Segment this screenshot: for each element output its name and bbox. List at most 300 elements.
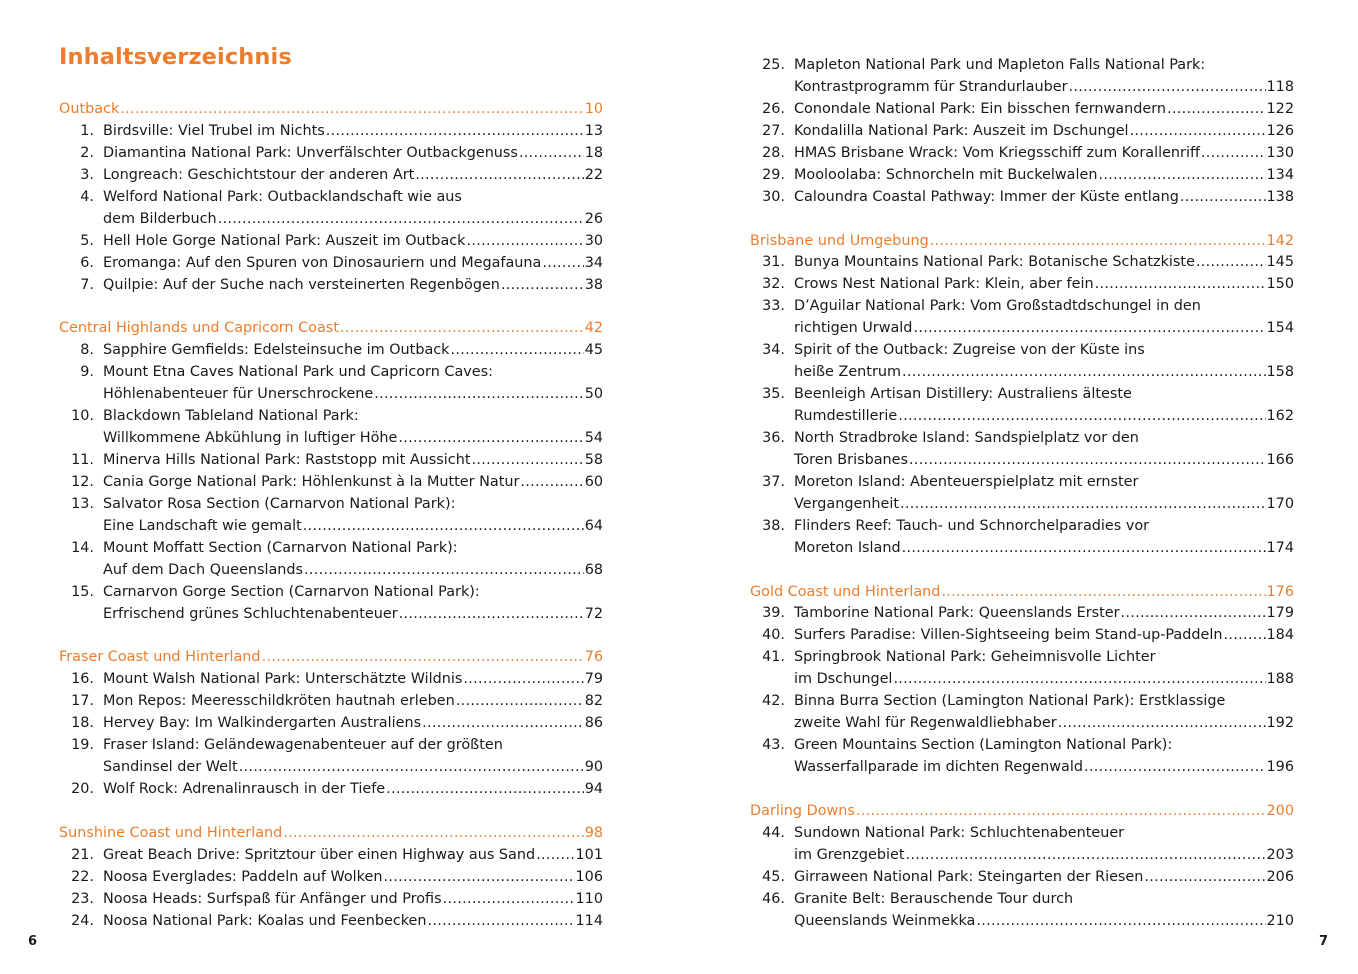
toc-entry-line[interactable] — [59, 757, 603, 779]
toc-entry-line[interactable] — [750, 274, 1294, 296]
entry-text: Minerva Hills National Park: Raststopp mit Aussicht — [103, 452, 471, 468]
entry-text: Queenslands Weinmekka — [794, 912, 976, 929]
entry-text: Mon Repos: Meeresschildkröten hautnah erleben — [103, 693, 455, 710]
leader-dots — [1095, 274, 1266, 296]
entry-text: Mount Walsh National Park: Unterschätzte Wildnis — [103, 671, 463, 688]
entry-number: 40. — [762, 627, 785, 644]
leader-dots — [120, 99, 583, 121]
toc-entry-line[interactable] — [59, 428, 603, 450]
entry-page: 79 — [584, 671, 603, 688]
section-heading[interactable] — [59, 99, 603, 121]
toc-entry-line[interactable] — [59, 209, 603, 231]
entry-text: Binna Burra Section (Lamington National Park): Erstklassige — [794, 693, 1226, 710]
entry-page: 45 — [584, 342, 603, 359]
toc-entry-line[interactable] — [59, 362, 603, 384]
entry-number: 17. — [71, 693, 94, 710]
toc-entry-line[interactable] — [59, 494, 603, 516]
entry-page: 179 — [1266, 605, 1294, 622]
leader-dots — [906, 845, 1266, 867]
entry-text: Noosa Heads: Surfspaß für Anfänger und Profis — [103, 890, 442, 907]
entry-text: im Grenzgebiet — [794, 846, 905, 863]
toc-entry-line[interactable] — [750, 823, 1294, 845]
toc-entry-line[interactable] — [750, 450, 1294, 472]
entry-text: D’Aguilar National Park: Vom Großstadtdschungel in den — [794, 298, 1201, 315]
entry-page: 90 — [584, 759, 603, 776]
section-page: 76 — [584, 649, 603, 666]
entry-text: Bunya Mountains National Park: Botanische Schatzkiste — [794, 254, 1195, 271]
toc-entry-line[interactable] — [750, 472, 1294, 494]
entry-number: 19. — [71, 737, 94, 754]
entry-number: 25. — [762, 57, 785, 73]
toc-entry-line[interactable] — [750, 757, 1294, 779]
entry-text: Vergangenheit — [794, 495, 900, 512]
entry-page: 50 — [584, 386, 603, 403]
leader-dots — [428, 911, 575, 933]
entry-text: Sapphire Gemfields: Edelsteinsuche im Outback — [103, 342, 450, 359]
entry-number: 28. — [762, 144, 785, 161]
entry-number: 14. — [71, 539, 94, 556]
entry-text: Fraser Island: Geländewagenabenteuer auf der größten — [103, 737, 503, 754]
section-heading[interactable] — [750, 582, 1294, 604]
entry-text: Wasserfallparade im dichten Regenwald — [794, 759, 1084, 775]
toc-entry-line[interactable] — [750, 318, 1294, 340]
leader-dots — [856, 801, 1266, 823]
toc-entry-line[interactable] — [750, 121, 1294, 143]
entry-text: Tamborine National Park: Queenslands Erster — [794, 605, 1120, 622]
entry-text: Willkommene Abkühlung in luftiger Höhe — [103, 430, 398, 447]
entry-page: 188 — [1266, 671, 1294, 688]
entry-page: 114 — [575, 912, 603, 929]
leader-dots — [902, 362, 1266, 384]
toc-entry-line[interactable] — [750, 165, 1294, 187]
entry-page: 210 — [1266, 912, 1294, 929]
entry-number: 10. — [71, 408, 94, 425]
toc-entry-line[interactable] — [59, 187, 603, 209]
entry-text: Hervey Bay: Im Walkindergarten Australiens — [103, 715, 422, 732]
section-title: Sunshine Coast und Hinterland — [59, 824, 283, 841]
entry-text: Eine Landschaft wie gemalt — [103, 517, 302, 534]
entry-text: Erfrischend grünes Schluchtenabenteuer — [103, 605, 398, 622]
toc-entry-line[interactable] — [59, 845, 603, 867]
entry-number: 38. — [762, 517, 785, 534]
section-title: Brisbane und Umgebung — [750, 232, 929, 249]
entry-page: 18 — [584, 144, 603, 161]
toc-entry-line[interactable] — [59, 735, 603, 757]
entry-text: Sandinsel der Welt — [103, 759, 238, 776]
entry-page: 138 — [1266, 188, 1294, 205]
leader-dots — [930, 231, 1266, 253]
entry-text: dem Bilderbuch — [103, 210, 217, 227]
leader-dots — [536, 845, 574, 867]
entry-number: 34. — [762, 342, 785, 359]
entry-text: im Dschungel — [794, 671, 893, 688]
entry-page: 162 — [1266, 408, 1294, 424]
entry-text: Beenleigh Artisan Distillery: Australiens älteste — [794, 386, 1132, 403]
entry-page: 22 — [584, 166, 603, 183]
entry-number: 44. — [762, 824, 785, 841]
entry-number: 39. — [762, 605, 785, 622]
entry-text: Eromanga: Auf den Spuren von Dinosauriern und Megafauna — [103, 254, 542, 271]
toc-entry-line[interactable] — [59, 669, 603, 691]
entry-number: 16. — [71, 671, 94, 688]
entry-number: 42. — [762, 693, 785, 710]
entry-page: 150 — [1266, 276, 1294, 293]
entry-number: 1. — [80, 122, 94, 139]
entry-page: 106 — [575, 868, 603, 885]
entry-page: 13 — [584, 122, 603, 139]
entry-page: 145 — [1266, 254, 1294, 271]
leader-dots — [893, 669, 1265, 691]
section-heading[interactable] — [59, 823, 603, 845]
toc-entry-line[interactable] — [59, 384, 603, 406]
entry-page: 174 — [1266, 539, 1294, 556]
leader-dots — [304, 560, 584, 582]
toc-entry-line[interactable] — [750, 362, 1294, 384]
section-page: 98 — [584, 824, 603, 841]
toc-entry-line[interactable] — [59, 121, 603, 143]
toc-entry-line[interactable] — [59, 450, 603, 472]
leader-dots — [898, 406, 1265, 428]
leader-dots — [501, 275, 584, 297]
toc-entry-line[interactable] — [750, 867, 1294, 889]
entry-number: 2. — [80, 144, 94, 161]
section-heading[interactable] — [59, 647, 603, 669]
leader-dots — [443, 889, 575, 911]
entry-number: 18. — [71, 715, 94, 732]
entry-number: 5. — [80, 232, 94, 249]
entry-text: Mount Moffatt Section (Carnarvon National Park): — [103, 539, 458, 556]
leader-dots — [262, 647, 584, 669]
entry-text: Flinders Reef: Tauch- und Schnorchelparadies vor — [794, 517, 1150, 534]
toc-entry-line[interactable] — [59, 253, 603, 275]
section-title: Gold Coast und Hinterland — [750, 583, 941, 600]
leader-dots — [976, 911, 1265, 933]
entry-text: Welford National Park: Outbacklandschaft wie aus — [103, 188, 462, 205]
leader-dots — [399, 604, 584, 626]
entry-page: 94 — [584, 781, 603, 798]
toc-entry-line[interactable] — [59, 560, 603, 582]
section-title: Fraser Coast und Hinterland — [59, 649, 261, 666]
section-gap — [750, 560, 1294, 582]
leader-dots — [1144, 867, 1265, 889]
section-gap — [750, 779, 1294, 801]
toc-entry-line[interactable] — [750, 691, 1294, 713]
entry-page: 64 — [584, 517, 603, 534]
entry-text: Surfers Paradise: Villen-Sightseeing beim Stand-up-Paddeln — [794, 627, 1223, 644]
entry-number: 29. — [762, 166, 785, 183]
toc-entry-line[interactable] — [750, 340, 1294, 362]
entry-page: 58 — [584, 452, 603, 468]
entry-text: Birdsville: Viel Trubel im Nichts — [103, 122, 325, 139]
toc-entry-line[interactable] — [750, 143, 1294, 165]
entry-page: 122 — [1266, 100, 1294, 117]
toc-entry-line[interactable] — [750, 889, 1294, 911]
leader-dots — [1058, 713, 1266, 735]
toc-entry-line[interactable] — [59, 582, 603, 604]
entry-page: 30 — [584, 232, 603, 249]
entry-number: 45. — [762, 868, 785, 885]
toc-entry-line[interactable] — [59, 275, 603, 297]
entry-text: Salvator Rosa Section (Carnarvon National Park): — [103, 495, 456, 512]
entry-page: 158 — [1266, 364, 1294, 381]
entry-number: 43. — [762, 737, 785, 754]
toc-entry-line[interactable] — [59, 472, 603, 494]
entry-text: Blackdown Tableland National Park: — [103, 408, 359, 425]
entry-number: 7. — [80, 276, 94, 293]
toc-entry-line[interactable] — [750, 252, 1294, 274]
leader-dots — [1167, 99, 1266, 121]
entry-number: 22. — [71, 868, 94, 885]
entry-number: 3. — [80, 166, 94, 183]
section-page: 200 — [1266, 802, 1294, 819]
toc-entry-line[interactable] — [59, 889, 603, 911]
entry-page: 196 — [1266, 759, 1294, 775]
section-page: 142 — [1266, 232, 1294, 249]
section-gap — [59, 296, 603, 318]
entry-text: Rumdestillerie — [794, 408, 898, 424]
entry-text: Höhlenabenteuer für Unerschrockene — [103, 386, 374, 403]
section-page: 42 — [584, 320, 603, 337]
leader-dots — [941, 582, 1265, 604]
toc-entry-line[interactable] — [59, 143, 603, 165]
toc-entry-line[interactable] — [59, 911, 603, 933]
leader-dots — [422, 713, 584, 735]
entry-page: 130 — [1266, 144, 1294, 161]
entry-text: Sundown National Park: Schluchtenabenteuer — [794, 824, 1125, 841]
toc-entry-line[interactable] — [750, 55, 1294, 77]
leader-dots — [383, 867, 574, 889]
entry-number: 6. — [80, 254, 94, 271]
entry-page: 82 — [584, 693, 603, 710]
section-title: Outback — [59, 101, 120, 117]
entry-page: 38 — [584, 276, 603, 293]
entry-text: Diamantina National Park: Unverfälschter Outbackgenuss — [103, 144, 518, 161]
entry-number: 23. — [71, 890, 94, 907]
leader-dots — [239, 757, 584, 779]
toc-entry-line[interactable] — [750, 845, 1294, 867]
entry-text: heiße Zentrum — [794, 364, 901, 381]
leader-dots — [913, 318, 1265, 340]
entry-page: 166 — [1266, 451, 1294, 468]
entry-number: 31. — [762, 254, 785, 271]
leader-dots — [463, 669, 583, 691]
leader-dots — [1201, 143, 1266, 165]
entry-page: 34 — [584, 254, 603, 271]
entry-text: richtigen Urwald — [794, 320, 913, 337]
entry-text: North Stradbroke Island: Sandspielplatz vor den — [794, 429, 1139, 446]
section-gap — [750, 209, 1294, 231]
leader-dots — [1180, 187, 1266, 209]
entry-text: Great Beach Drive: Spritztour über einen Highway aus Sand — [103, 846, 536, 863]
entry-number: 21. — [71, 846, 94, 863]
entry-number: 30. — [762, 188, 785, 205]
entry-page: 68 — [584, 561, 603, 578]
toc-entry-line[interactable] — [750, 538, 1294, 560]
entry-page: 54 — [584, 430, 603, 447]
section-page: 10 — [584, 101, 603, 117]
leader-dots — [451, 340, 584, 362]
entry-page: 184 — [1266, 627, 1294, 644]
section-heading[interactable] — [750, 801, 1294, 823]
entry-text: Kondalilla National Park: Auszeit im Dschungel — [794, 122, 1129, 139]
entry-text: Moreton Island — [794, 539, 901, 556]
toc-entry-line[interactable] — [750, 647, 1294, 669]
toc-entry-line[interactable] — [59, 691, 603, 713]
entry-text: Quilpie: Auf der Suche nach versteinerten Regenbögen — [103, 276, 500, 293]
toc-list-left — [59, 99, 603, 933]
leader-dots — [519, 143, 584, 165]
entry-text: Springbrook National Park: Geheimnisvolle Lichter — [794, 649, 1156, 666]
leader-dots — [283, 823, 583, 845]
entry-number: 41. — [762, 649, 785, 666]
entry-text: Granite Belt: Berauschende Tour durch — [794, 890, 1074, 907]
entry-page: 134 — [1266, 166, 1294, 183]
entry-text: Moreton Island: Abenteuerspielplatz mit ernster — [794, 473, 1139, 490]
leader-dots — [1098, 165, 1265, 187]
section-gap — [59, 801, 603, 823]
page-number-right: 7 — [1319, 934, 1329, 949]
leader-dots — [520, 472, 583, 494]
entry-number: 11. — [71, 452, 94, 468]
leader-dots — [374, 384, 583, 406]
entry-number: 15. — [71, 583, 94, 600]
entry-number: 37. — [762, 473, 785, 490]
leader-dots — [1121, 603, 1266, 625]
section-heading[interactable] — [59, 318, 603, 340]
entry-text: Noosa National Park: Koalas und Feenbecken — [103, 912, 427, 929]
entry-number: 4. — [80, 188, 94, 205]
entry-number: 32. — [762, 276, 785, 293]
entry-number: 9. — [80, 364, 94, 381]
entry-text: Wolf Rock: Adrenalinrausch in der Tiefe — [103, 781, 386, 798]
leader-dots — [1130, 121, 1266, 143]
entry-text: Cania Gorge National Park: Höhlenkunst à la Mutter Natur — [103, 473, 520, 490]
toc-entry-line[interactable] — [750, 187, 1294, 209]
entry-number: 12. — [71, 473, 94, 490]
toc-entry-line[interactable] — [59, 538, 603, 560]
entry-text: Conondale National Park: Ein bisschen fernwandern — [794, 100, 1167, 117]
toc-entry-line[interactable] — [750, 516, 1294, 538]
entry-number: 27. — [762, 122, 785, 139]
entry-number: 35. — [762, 386, 785, 403]
leader-dots — [1084, 757, 1266, 779]
section-title: Central Highlands und Capricorn Coast — [59, 320, 339, 337]
page-number-left: 6 — [28, 934, 38, 949]
toc-entry-line[interactable] — [750, 603, 1294, 625]
toc-entry-line[interactable] — [59, 406, 603, 428]
toc-entry-line[interactable] — [59, 340, 603, 362]
section-heading[interactable] — [750, 231, 1294, 253]
toc-entry-line[interactable] — [59, 713, 603, 735]
leader-dots — [326, 121, 584, 143]
entry-page: 170 — [1266, 495, 1294, 512]
leader-dots — [386, 779, 584, 801]
entry-text: Carnarvon Gorge Section (Carnarvon National Park): — [103, 583, 480, 600]
entry-text: Green Mountains Section (Lamington National Park): — [794, 737, 1173, 754]
entry-text: Longreach: Geschichtstour der anderen Art — [103, 166, 415, 183]
entry-page: 60 — [584, 473, 603, 490]
leader-dots — [1196, 252, 1266, 274]
entry-number: 36. — [762, 429, 785, 446]
toc-entry-line[interactable] — [59, 867, 603, 889]
toc-entry-line[interactable] — [59, 779, 603, 801]
leader-dots — [902, 538, 1266, 560]
entry-page: 192 — [1266, 715, 1294, 732]
entry-number: 26. — [762, 100, 785, 117]
leader-dots — [900, 494, 1265, 516]
toc-entry-line[interactable] — [59, 604, 603, 626]
entry-page: 203 — [1266, 846, 1294, 863]
toc-entry-line[interactable] — [750, 428, 1294, 450]
toc-entry-line[interactable] — [59, 516, 603, 538]
toc-entry-line[interactable] — [59, 231, 603, 253]
entry-text: Girraween National Park: Steingarten der Riesen — [794, 868, 1144, 885]
section-gap — [59, 626, 603, 648]
leader-dots — [1224, 625, 1266, 647]
toc-entry-line[interactable] — [750, 406, 1294, 428]
right-page — [679, 0, 1358, 974]
toc-list-right — [750, 55, 1294, 933]
entry-text: Mount Etna Caves National Park und Capricorn Caves: — [103, 364, 493, 381]
entry-text: Crows Nest National Park: Klein, aber fein — [794, 276, 1094, 293]
entry-page: 72 — [584, 605, 603, 622]
leader-dots — [218, 209, 584, 231]
entry-text: zweite Wahl für Regenwaldliebhaber — [794, 715, 1057, 732]
toc-entry-line[interactable] — [750, 625, 1294, 647]
section-title: Darling Downs — [750, 802, 855, 819]
entry-text: Mooloolaba: Schnorcheln mit Buckelwalen — [794, 166, 1098, 183]
leader-dots — [542, 253, 583, 275]
toc-entry-line[interactable] — [750, 911, 1294, 933]
toc-entry-line[interactable] — [750, 494, 1294, 516]
toc-entry-line[interactable] — [750, 669, 1294, 691]
toc-entry-line[interactable] — [750, 384, 1294, 406]
entry-text: HMAS Brisbane Wrack: Vom Kriegsschiff zum Korallenriff — [794, 144, 1200, 161]
entry-number: 20. — [71, 781, 94, 798]
toc-entry-line[interactable] — [750, 735, 1294, 757]
toc-entry-line[interactable] — [750, 77, 1294, 99]
toc-entry-line[interactable] — [750, 99, 1294, 121]
leader-dots — [456, 691, 584, 713]
toc-entry-line[interactable] — [750, 713, 1294, 735]
leader-dots — [909, 450, 1266, 472]
entry-text: Noosa Everglades: Paddeln auf Wolken — [103, 868, 383, 885]
toc-title: Inhaltsverzeichnis — [59, 44, 292, 70]
entry-page: 118 — [1266, 78, 1294, 95]
entry-text: Auf dem Dach Queenslands — [103, 561, 304, 578]
leader-dots — [340, 318, 584, 340]
entry-number: 46. — [762, 890, 785, 907]
entry-text: Caloundra Coastal Pathway: Immer der Küste entlang — [794, 188, 1179, 205]
entry-page: 126 — [1266, 122, 1294, 139]
entry-text: Toren Brisbanes — [794, 451, 909, 468]
entry-page: 101 — [575, 846, 603, 863]
entry-number: 24. — [71, 912, 94, 929]
leader-dots — [471, 450, 583, 472]
entry-number: 8. — [80, 342, 94, 359]
leader-dots — [398, 428, 583, 450]
entry-text: Mapleton National Park und Mapleton Falls National Park: — [794, 57, 1206, 73]
entry-page: 26 — [584, 210, 603, 227]
toc-entry-line[interactable] — [750, 296, 1294, 318]
toc-entry-line[interactable] — [59, 165, 603, 187]
entry-number: 13. — [71, 495, 94, 512]
entry-page: 206 — [1266, 868, 1294, 885]
entry-number: 33. — [762, 298, 785, 315]
entry-text: Kontrastprogramm für Strandurlauber — [794, 78, 1068, 95]
leader-dots — [415, 165, 583, 187]
entry-page: 110 — [575, 890, 603, 907]
